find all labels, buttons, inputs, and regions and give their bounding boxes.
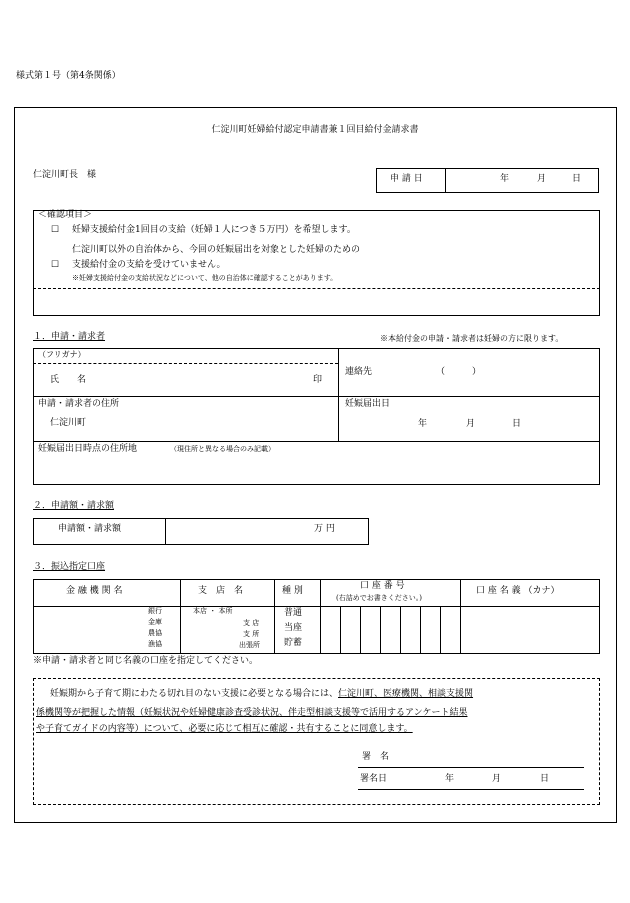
branch-type-top: 本店 ・ 本所 [193, 607, 233, 615]
header-branch: 支 店 名 [198, 586, 244, 596]
contact-label: 連絡先 [345, 367, 373, 377]
contact-paren[interactable]: （ ） [436, 367, 482, 377]
bank-type-1: 銀行 [148, 607, 162, 615]
pregnancy-address-label: 妊娠届出日時点の住所地 [38, 444, 138, 454]
confirm-item-2-line1: 仁淀川町以外の自治体から、今回の妊娠届出を対象とした妊婦のための [72, 245, 361, 255]
pregnancy-date-year: 年 [418, 419, 428, 429]
consent-line2: 係機関等が把握した情報（妊娠状況や妊婦健康診査受診状況、伴走型相談支援等で活用するアンケート結果 [36, 708, 468, 718]
confirm-checkbox-1[interactable]: ☐ [51, 225, 60, 235]
account-holder-field[interactable] [461, 607, 599, 653]
bank-note: ※申請・請求者と同じ名義の口座を指定してください。 [33, 656, 259, 666]
header-account-number-note: (右詰めでお書きください。) [336, 594, 422, 602]
seal-mark: 印 [313, 375, 323, 385]
address-label: 申請・請求者の住所 [38, 399, 120, 409]
amount-field[interactable] [166, 519, 306, 544]
branch-type-2: 支 所 [243, 630, 260, 638]
signature-date-year: 年 [445, 774, 455, 784]
account-type-2[interactable]: 当座 [284, 623, 303, 633]
section1-heading: １．申請・請求者 [33, 332, 106, 342]
addressee: 仁淀川町長 様 [33, 170, 97, 180]
amount-label: 申請額・請求額 [58, 524, 122, 534]
amount-unit: 万 円 [314, 524, 335, 534]
name-field[interactable] [110, 364, 300, 395]
header-bank: 金 融 機 関 名 [66, 586, 123, 596]
application-date-month: 月 [537, 174, 547, 184]
section2-heading: ２．申請額・請求額 [33, 501, 115, 511]
header-type: 種 別 [282, 586, 303, 596]
pregnancy-date-month: 月 [466, 419, 476, 429]
pregnancy-date-day: 日 [512, 419, 522, 429]
bank-type-4: 漁協 [148, 640, 162, 648]
branch-type-1: 支 店 [243, 619, 260, 627]
bank-type-3: 農協 [148, 629, 162, 637]
application-date-year: 年 [500, 174, 510, 184]
form-title: 仁淀川町妊婦給付認定申請書兼１回目給付金請求書 [211, 125, 419, 135]
application-date-day: 日 [572, 174, 582, 184]
form-number: 様式第１号（第4条関係） [16, 71, 121, 81]
section3-heading: ３．振込指定口座 [33, 562, 106, 572]
section1-note: ※本給付金の申請・請求者は妊婦の方に限ります。 [380, 334, 564, 343]
furigana-label: （フリガナ） [38, 350, 86, 359]
consent-line1-a: 妊娠期から子育て期にわたる切れ目のない支援に必要となる場合には、 [50, 689, 339, 699]
header-holder: 口 座 名 義 （カナ） [476, 586, 560, 596]
confirmation-heading: ＜確認項目＞ [38, 210, 93, 220]
confirm-item-2-note: ※妊婦支援給付金の支給状況などについて、他の自治体に確認することがあります。 [72, 274, 338, 282]
signature-label: 署 名 [362, 752, 390, 762]
consent-line3: や子育てガイドの内容等）について、必要に応じて相互に確認・共有することに同意します。 [36, 724, 413, 734]
confirm-item-1: 妊婦支援給付金1回目の支給（妊婦１人につき５万円）を希望します。 [72, 225, 356, 235]
application-date-label: 申 請 日 [390, 174, 423, 184]
consent-line1 [50, 690, 473, 700]
account-number-field[interactable] [321, 607, 460, 653]
name-label: 氏 名 [50, 375, 87, 385]
pregnancy-address-note: （現住所と異なる場合のみ記載） [170, 445, 275, 453]
account-type-3[interactable]: 貯蓄 [284, 638, 303, 648]
confirm-item-2-line2: 支援給付金の支給を受けていません。 [72, 260, 226, 270]
signature-date-label: 署名日 [360, 774, 388, 784]
consent-line1-b: 仁淀川町、医療機関、相談支援関 [338, 689, 474, 699]
branch-type-3: 出張所 [239, 641, 260, 649]
header-account-number: 口 座 番 号 [360, 581, 405, 591]
pregnancy-date-label: 妊娠届出日 [345, 399, 391, 409]
pregnancy-address-field[interactable] [38, 460, 594, 482]
confirm-checkbox-2[interactable]: ☐ [51, 260, 60, 270]
signature-date-day: 日 [540, 774, 550, 784]
bank-type-2: 金庫 [148, 618, 162, 626]
signature-date-month: 月 [492, 774, 502, 784]
signature-field[interactable] [400, 750, 584, 766]
address-value[interactable]: 仁淀川町 [50, 418, 87, 428]
account-type-1[interactable]: 普通 [284, 608, 303, 618]
bank-name-field[interactable] [36, 608, 146, 652]
